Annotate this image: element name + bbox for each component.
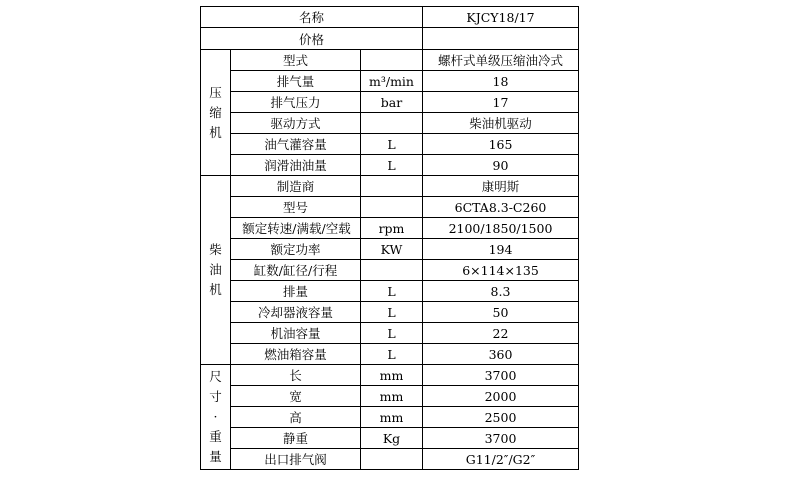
group-char: 缩: [209, 104, 222, 120]
unit-cell: L: [361, 302, 423, 323]
table-row: [201, 449, 579, 470]
unit-cell: L: [361, 281, 423, 302]
value-cell: 165: [423, 134, 579, 155]
value-cell: 螺杆式单级压缩油冷式: [423, 50, 579, 71]
group-label-compressor: [201, 50, 231, 176]
unit-cell: [361, 449, 423, 470]
param-cell: 长: [231, 365, 361, 386]
unit-cell: [361, 176, 423, 197]
unit-cell: Kg: [361, 428, 423, 449]
value-cell: 50: [423, 302, 579, 323]
param-cell: 排气量: [231, 71, 361, 92]
unit-cell: rpm: [361, 218, 423, 239]
value-cell: 康明斯: [423, 176, 579, 197]
value-cell: 柴油机驱动: [423, 113, 579, 134]
table-row: [201, 302, 579, 323]
value-cell: 3700: [423, 428, 579, 449]
unit-cell: [361, 50, 423, 71]
param-cell: 油气灌容量: [231, 134, 361, 155]
unit-cell: [361, 260, 423, 281]
param-cell: 机油容量: [231, 323, 361, 344]
unit-cell: L: [361, 134, 423, 155]
table-row: [201, 71, 579, 92]
value-cell: 8.3: [423, 281, 579, 302]
param-cell: 驱动方式: [231, 113, 361, 134]
unit-cell: L: [361, 323, 423, 344]
param-cell: 高: [231, 407, 361, 428]
value-cell: G11/2″/G2″: [423, 449, 579, 470]
value-cell: 18: [423, 71, 579, 92]
param-cell: 额定转速/满载/空载: [231, 218, 361, 239]
param-cell: 排气压力: [231, 92, 361, 113]
table-row: [201, 134, 579, 155]
group-char: 油: [209, 262, 222, 277]
param-cell: 静重: [231, 428, 361, 449]
spec-table: [200, 6, 579, 470]
param-cell: 燃油箱容量: [231, 344, 361, 365]
table-row: [201, 281, 579, 302]
value-cell: 22: [423, 323, 579, 344]
unit-cell: mm: [361, 407, 423, 428]
group-char: 机: [209, 282, 222, 297]
group-char: 量: [209, 449, 222, 464]
group-char: 机: [209, 124, 222, 140]
group-char: 重: [209, 429, 222, 444]
param-cell: 制造商: [231, 176, 361, 197]
name-label: 名称: [201, 7, 423, 28]
param-cell: 出口排气阀: [231, 449, 361, 470]
table-row: [201, 344, 579, 365]
table-row: [201, 176, 579, 197]
value-cell: 360: [423, 344, 579, 365]
group-char: 尺: [209, 369, 222, 384]
table-row: [201, 113, 579, 134]
price-label: 价格: [201, 28, 423, 50]
unit-cell: KW: [361, 239, 423, 260]
param-cell: 型号: [231, 197, 361, 218]
value-cell: 194: [423, 239, 579, 260]
param-cell: 额定功率: [231, 239, 361, 260]
unit-cell: [361, 113, 423, 134]
table-row: [201, 50, 579, 71]
group-label-dimensions: [201, 365, 231, 470]
table-row: [201, 92, 579, 113]
value-cell: 2000: [423, 386, 579, 407]
table-row: [201, 260, 579, 281]
group-char: 压: [209, 84, 222, 100]
group-char: 寸: [209, 389, 222, 404]
price-value: [423, 28, 579, 50]
unit-cell: L: [361, 155, 423, 176]
value-cell: 90: [423, 155, 579, 176]
value-cell: 6×114×135: [423, 260, 579, 281]
param-cell: 润滑油油量: [231, 155, 361, 176]
table-row: [201, 7, 579, 28]
value-cell: 3700: [423, 365, 579, 386]
table-row: [201, 428, 579, 449]
unit-cell: mm: [361, 386, 423, 407]
group-char: 柴: [209, 242, 222, 257]
param-cell: 排量: [231, 281, 361, 302]
value-cell: 6CTA8.3-C260: [423, 197, 579, 218]
name-value: KJCY18/17: [423, 7, 579, 28]
value-cell: 2500: [423, 407, 579, 428]
param-cell: 宽: [231, 386, 361, 407]
unit-cell: [361, 197, 423, 218]
table-row: [201, 218, 579, 239]
table-row: [201, 155, 579, 176]
table-row: [201, 323, 579, 344]
value-cell: 2100/1850/1500: [423, 218, 579, 239]
group-label-engine: [201, 176, 231, 365]
param-cell: 冷却器液容量: [231, 302, 361, 323]
group-char: ·: [213, 409, 218, 424]
unit-cell: L: [361, 344, 423, 365]
table-row: [201, 386, 579, 407]
param-cell: 缸数/缸径/行程: [231, 260, 361, 281]
table-row: [201, 28, 579, 50]
table-row: [201, 239, 579, 260]
unit-cell: bar: [361, 92, 423, 113]
table-row: [201, 407, 579, 428]
value-cell: 17: [423, 92, 579, 113]
table-row: [201, 197, 579, 218]
unit-cell: mm: [361, 365, 423, 386]
param-cell: 型式: [231, 50, 361, 71]
unit-cell: m³/min: [361, 71, 423, 92]
table-row: [201, 365, 579, 386]
